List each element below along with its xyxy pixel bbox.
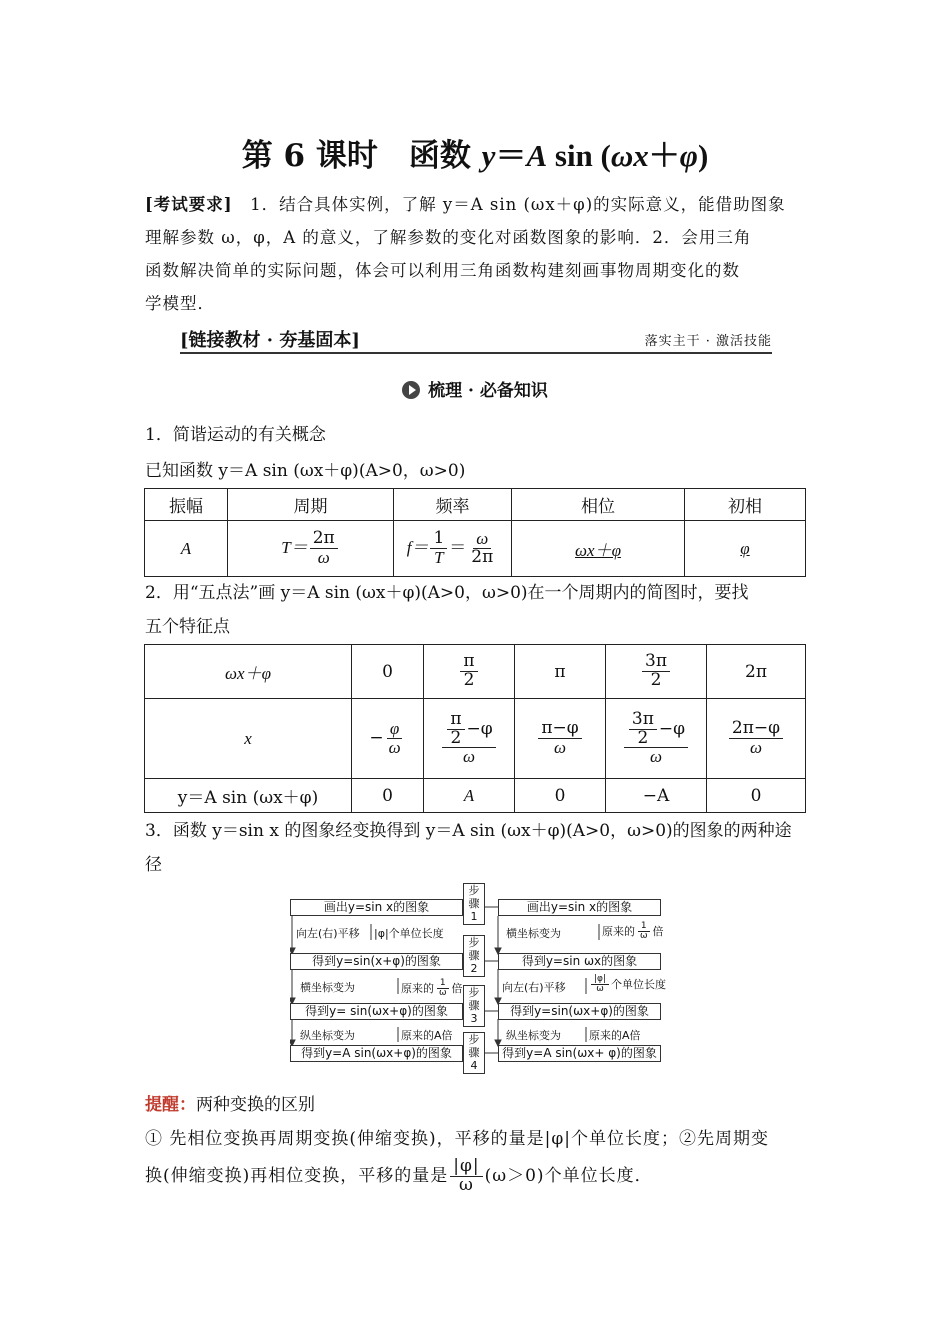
heading-3-line1: 3．函数 y＝sin x 的图象经变换得到 y＝A sin (ωx＋φ)(A>0，ω>0)的图象的两种途 xyxy=(145,821,792,841)
reminder-line2: 换(伸缩变换)再相位变换，平移的量是 $\frac{|\varphi|}{\omega}$ (ω＞0)个单位长度． xyxy=(145,1156,653,1195)
page-title: 第 6 课时 函数 y＝A sin (ωx＋φ) xyxy=(241,138,709,174)
five-point-table xyxy=(144,644,806,813)
cell-r2-1: $\frac{\pi}{2}$ −φ ω xyxy=(424,699,515,779)
left-box-2: 得到y=sin(x+φ)的图象 xyxy=(290,953,463,970)
left-label-vertical: 纵坐标变为 xyxy=(300,1029,355,1042)
left-label-vertical-scale: 原来的A倍 xyxy=(401,1029,453,1042)
cell-r3-0: 0 xyxy=(352,779,424,813)
reminder-line1: ① 先相位变换再周期变换(伸缩变换)，平移的量是|φ|个单位长度；②先周期变 xyxy=(145,1129,770,1149)
header-initial-phase: 初相 xyxy=(685,489,806,521)
right-label-horizontal: 横坐标变为 xyxy=(506,927,561,940)
cell-r1-pi: π xyxy=(515,645,606,699)
heading-2-line1: 2．用“五点法”画 y＝A sin (ωx＋φ)(A>0，ω>0)在一个周期内的简图时，要找 xyxy=(145,583,749,603)
step-4-label: 步 骤 4 xyxy=(463,1032,485,1074)
row3-head: y＝A sin (ωx＋φ) xyxy=(145,779,352,813)
left-label-shift-amount: |φ|个单位长度 xyxy=(374,927,444,940)
transformation-diagram xyxy=(290,882,667,1074)
row2-head: x xyxy=(145,699,352,779)
step-2-label: 步 骤 2 xyxy=(463,935,485,977)
right-box-1: 画出y=sin x的图象 xyxy=(498,899,661,916)
right-label-shift-amount: $\frac{|\varphi|}{\omega}$ 个单位长度 xyxy=(589,975,666,995)
play-icon xyxy=(402,381,420,399)
cell-r2-4: $\frac{2\pi-\varphi}{\omega}$ xyxy=(707,699,806,779)
cell-initial-phase: φ xyxy=(685,521,806,577)
cell-r1-pi-2: $\frac{\pi}{2}$ xyxy=(424,645,515,699)
cell-r1-2pi: 2π xyxy=(707,645,806,699)
step-3-label: 步 骤 3 xyxy=(463,985,485,1027)
row1-head: ωx＋φ xyxy=(145,645,352,699)
cell-r1-3pi-2: $\frac{3\pi}{2}$ xyxy=(606,645,707,699)
cell-r3-4: 0 xyxy=(707,779,806,813)
right-label-scale: 原来的 $\frac{1}{\omega}$ 倍 xyxy=(602,921,664,942)
cell-r3-1: A xyxy=(424,779,515,813)
given-function: 已知函数 y＝A sin (ωx＋φ)(A>0，ω>0) xyxy=(145,461,466,481)
cell-r2-3: $\frac{3\pi}{2}$ −φ ω xyxy=(606,699,707,779)
header-amplitude: 振幅 xyxy=(145,489,228,521)
subsection-heading: 梳理 · 必备知识 xyxy=(0,376,950,401)
left-label-shift: 向左(右)平移 xyxy=(296,927,360,940)
cell-r1-0: 0 xyxy=(352,645,424,699)
left-box-3: 得到y= sin(ωx+φ)的图象 xyxy=(290,1003,463,1020)
left-label-scale: 原来的 $\frac{1}{\omega}$ 倍 xyxy=(401,978,463,999)
right-box-2: 得到y=sin ωx的图象 xyxy=(498,953,661,970)
left-box-4: 得到y=A sin(ωx+φ)的图象 xyxy=(290,1045,463,1062)
exam-requirements: [考试要求] 1．结合具体实例，了解 y＝A sin (ωx＋φ)的实际意义，能借助图象 理解参数 ω，φ，A 的意义，了解参数的变化对函数图象的影响．2．会用三角 函数解决简单的实际问题，体会可以利用三角函数构建刻画事物周期变化的数 学模型． xyxy=(145,195,786,313)
header-frequency: 频率 xyxy=(394,489,512,521)
heading-3-line2: 径 xyxy=(145,855,162,875)
cell-r3-2: 0 xyxy=(515,779,606,813)
step-1-label: 步 骤 1 xyxy=(463,883,485,925)
right-box-3: 得到y=sin(ωx+φ)的图象 xyxy=(498,1003,661,1020)
cell-amplitude: A xyxy=(145,521,228,577)
cell-period: T＝ $\frac{2\pi}{\omega}$ xyxy=(228,521,394,577)
concept-table xyxy=(144,488,806,577)
heading-2-line2: 五个特征点 xyxy=(145,617,230,637)
cell-frequency: f＝ $\frac{1}{T}$ ＝ $\frac{\omega}{2\pi}$ xyxy=(394,521,512,577)
left-label-horizontal: 横坐标变为 xyxy=(300,981,355,994)
right-label-shift: 向左(右)平移 xyxy=(502,981,566,994)
section-banner: [链接教材 · 夯基固本] 落实主干 · 激活技能 xyxy=(180,326,772,354)
right-label-vertical: 纵坐标变为 xyxy=(506,1029,561,1042)
left-box-1: 画出y=sin x的图象 xyxy=(290,899,463,916)
cell-r2-2: $\frac{\pi-\varphi}{\omega}$ xyxy=(515,699,606,779)
header-phase: 相位 xyxy=(512,489,685,521)
header-period: 周期 xyxy=(228,489,394,521)
cell-phase: ωx＋φ xyxy=(512,521,685,577)
cell-r3-3: −A xyxy=(606,779,707,813)
heading-1: 1．简谐运动的有关概念 xyxy=(145,425,326,445)
reminder: 提醒：两种变换的区别 xyxy=(145,1095,315,1115)
right-box-4: 得到y=A sin(ωx+ φ)的图象 xyxy=(498,1045,661,1062)
right-label-vertical-scale: 原来的A倍 xyxy=(589,1029,641,1042)
cell-r2-0: − $\frac{\varphi}{\omega}$ xyxy=(352,699,424,779)
